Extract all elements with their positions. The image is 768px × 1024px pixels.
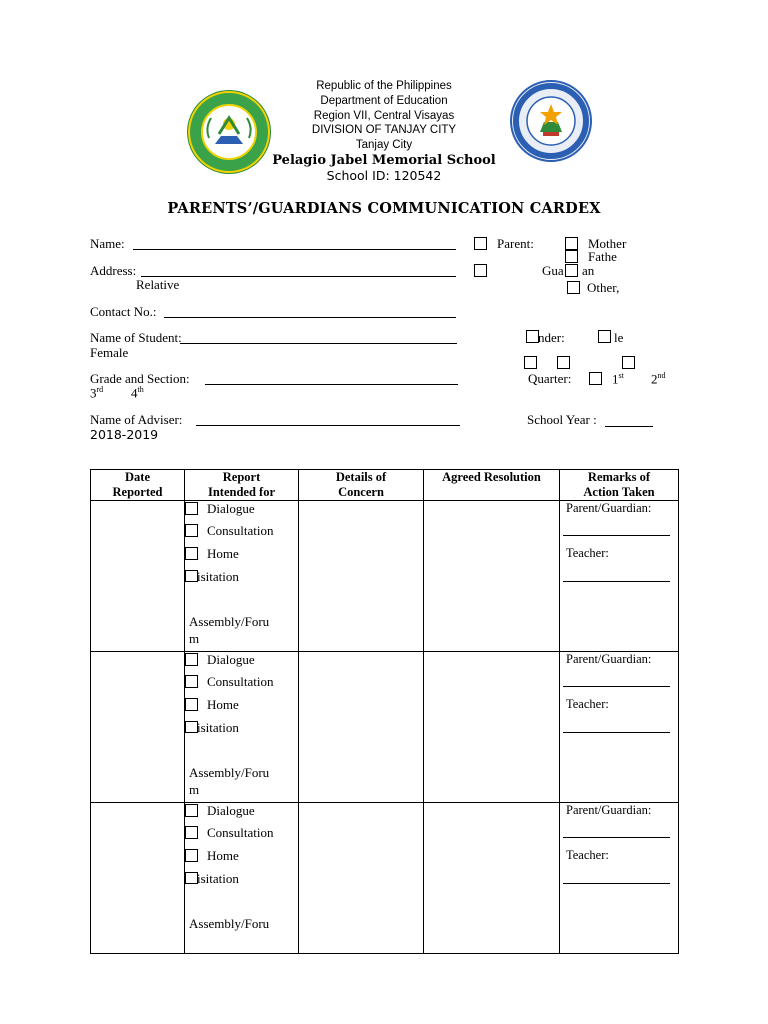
parent-checkbox[interactable] [474, 237, 487, 250]
mother-checkbox[interactable] [565, 237, 578, 250]
school-id: School ID: 120542 [326, 168, 442, 183]
dialogue-checkbox[interactable] [185, 653, 198, 666]
agreed-resolution-cell[interactable] [424, 803, 560, 954]
republic-line: Republic of the Philippines [316, 80, 452, 92]
address-label: Address: [90, 263, 137, 278]
header-report-intended: Report Intended for [185, 470, 299, 501]
school-year-label: School Year : [527, 412, 597, 427]
school-name: Pelagio Jabel Memorial School [272, 153, 496, 168]
consultation-checkbox[interactable] [185, 524, 198, 537]
region-line: Region VII, Central Visayas [313, 110, 455, 122]
quarter-label: Quarter: [528, 371, 572, 386]
table-row [91, 652, 679, 803]
male-label: le [614, 330, 624, 345]
student-label: Name of Student: [90, 330, 182, 345]
remarks-cell [560, 652, 679, 803]
guardian-checkbox[interactable] [474, 264, 487, 277]
header-date-reported: Date Reported [91, 470, 185, 501]
report-intended-cell: Dialogue Consultation Home isitation Assembly/Foru m [185, 501, 299, 652]
table-header-row [91, 470, 679, 501]
address-field[interactable] [141, 276, 456, 277]
contact-field[interactable] [164, 317, 456, 318]
parent-guardian-remark-label: Parent/Guardian: [566, 501, 652, 515]
cardex-table [90, 469, 679, 954]
parent-guardian-remark-line[interactable] [563, 837, 670, 838]
header-agreed-resolution: Agreed Resolution [424, 470, 560, 501]
female-label: Female [90, 345, 129, 360]
details-concern-cell[interactable] [299, 652, 424, 803]
fourth-quarter-label: 4th [131, 385, 144, 401]
home-checkbox[interactable] [185, 849, 198, 862]
contact-label: Contact No.: [90, 304, 157, 319]
remarks-cell [560, 803, 679, 954]
name-label: Name: [90, 236, 125, 251]
first-quarter-label: 1st [612, 371, 624, 387]
second-quarter-label: 2nd [651, 371, 666, 387]
adviser-field[interactable] [196, 425, 460, 426]
header-details-concern: Details of Concern [299, 470, 424, 501]
guardian-label-end: an [582, 263, 595, 278]
guardian-label-start: Gua [542, 263, 564, 278]
home-checkbox[interactable] [185, 547, 198, 560]
other-label: Other, [587, 280, 620, 295]
parent-guardian-remark-label: Parent/Guardian: [566, 652, 652, 666]
gender-label: nder: [538, 330, 565, 345]
grade-checkbox-3[interactable] [622, 356, 635, 369]
date-reported-cell[interactable] [91, 803, 185, 954]
parent-guardian-remark-label: Parent/Guardian: [566, 803, 652, 817]
details-concern-cell[interactable] [299, 803, 424, 954]
consultation-checkbox[interactable] [185, 675, 198, 688]
grade-checkbox-2[interactable] [557, 356, 570, 369]
grade-section-field[interactable] [205, 384, 458, 385]
table-row [91, 803, 679, 954]
teacher-remark-line[interactable] [563, 883, 670, 884]
form-title: PARENTS’/GUARDIANS COMMUNICATION CARDEX [167, 200, 601, 217]
parent-label: Parent: [497, 236, 534, 251]
dialogue-checkbox[interactable] [185, 502, 198, 515]
relative-label: Relative [136, 277, 180, 292]
date-reported-cell[interactable] [91, 501, 185, 652]
agreed-resolution-cell[interactable] [424, 652, 560, 803]
father-checkbox[interactable] [565, 250, 578, 263]
school-year-value: 2018-2019 [90, 427, 159, 442]
quarter-checkbox[interactable] [589, 372, 602, 385]
department-line: Department of Education [320, 95, 448, 107]
consultation-checkbox[interactable] [185, 826, 198, 839]
date-reported-cell[interactable] [91, 652, 185, 803]
teacher-remark-line[interactable] [563, 581, 670, 582]
mother-label: Mother [588, 236, 627, 251]
third-quarter-label: 3rd [90, 385, 104, 401]
table-row [91, 501, 679, 652]
teacher-remark-label: Teacher: [566, 848, 609, 862]
agreed-resolution-cell[interactable] [424, 501, 560, 652]
teacher-remark-line[interactable] [563, 732, 670, 733]
report-intended-cell: Dialogue Consultation Home isitation Assembly/Foru m [185, 652, 299, 803]
parent-guardian-remark-line[interactable] [563, 686, 670, 687]
male-checkbox[interactable] [598, 330, 611, 343]
header-remarks: Remarks of Action Taken [560, 470, 679, 501]
grade-checkbox-1[interactable] [524, 356, 537, 369]
home-checkbox[interactable] [185, 698, 198, 711]
remarks-cell [560, 501, 679, 652]
father-label: Fathe [588, 249, 617, 264]
report-intended-cell: Dialogue Consultation Home isitation Assembly/Foru [185, 803, 299, 954]
relative-checkbox[interactable] [565, 264, 578, 277]
adviser-label: Name of Adviser: [90, 412, 183, 427]
details-concern-cell[interactable] [299, 501, 424, 652]
teacher-remark-label: Teacher: [566, 697, 609, 711]
grade-section-label: Grade and Section: [90, 371, 190, 386]
name-field[interactable] [133, 249, 456, 250]
division-line: DIVISION OF TANJAY CITY [311, 124, 457, 136]
school-year-field[interactable] [605, 426, 653, 427]
dialogue-checkbox[interactable] [185, 804, 198, 817]
teacher-remark-label: Teacher: [566, 546, 609, 560]
parent-guardian-remark-line[interactable] [563, 535, 670, 536]
city-line: Tanjay City [355, 139, 413, 151]
other-checkbox[interactable] [567, 281, 580, 294]
student-field[interactable] [180, 343, 457, 344]
